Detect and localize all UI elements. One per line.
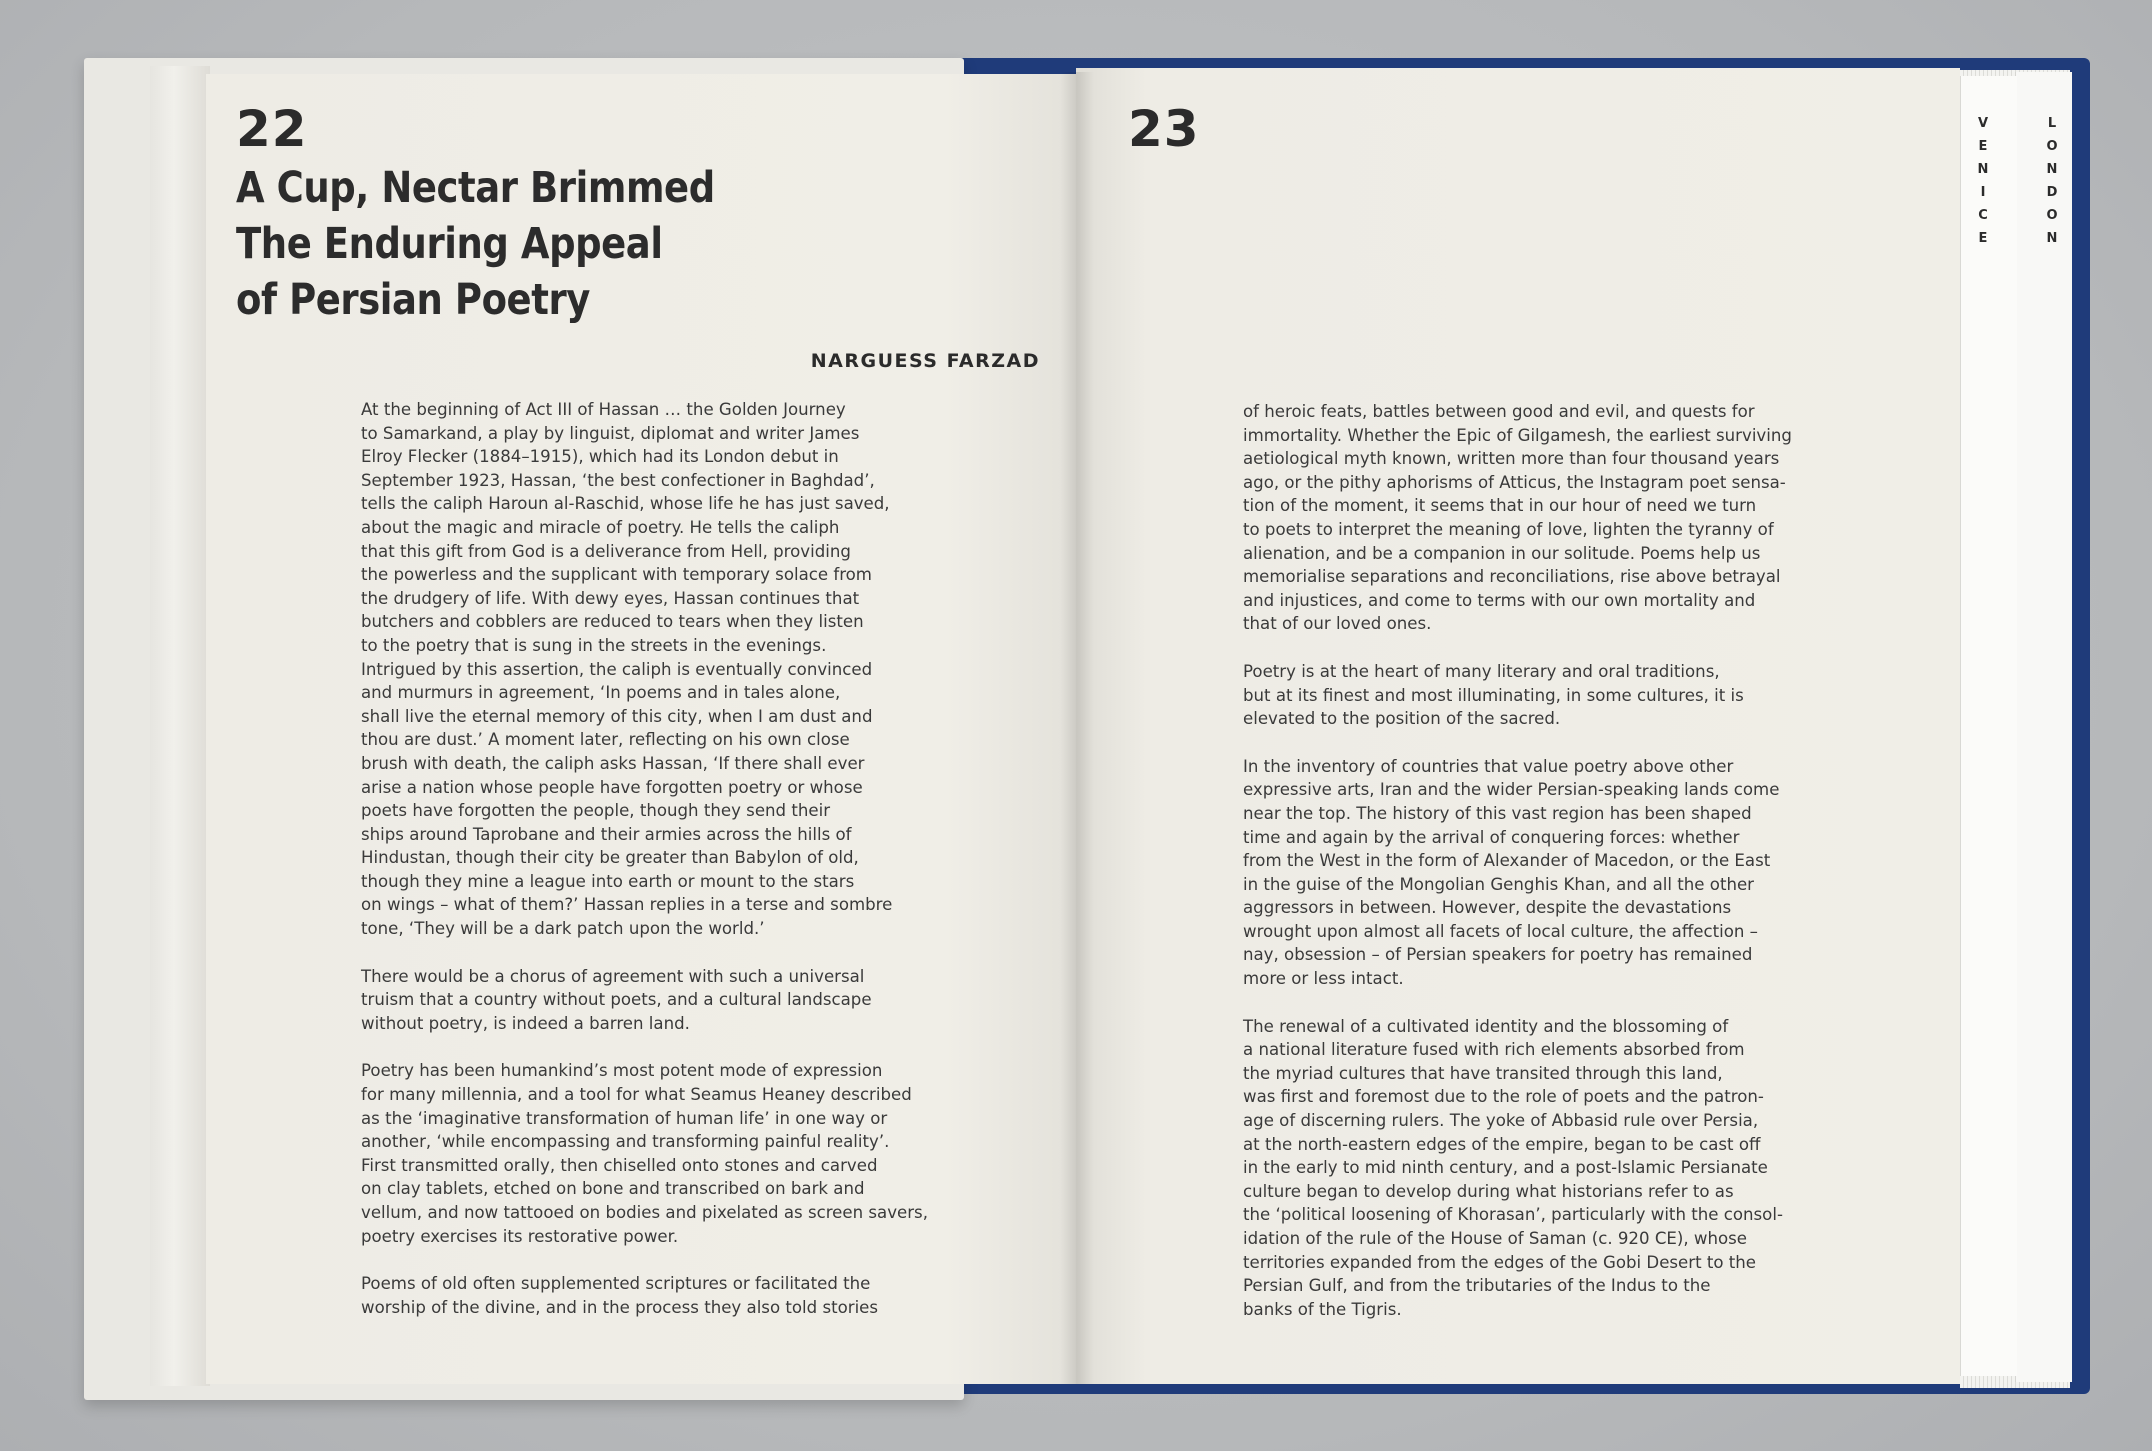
paragraph (361, 965, 921, 1036)
text-line: as the ‘imaginative transformation of human life’ in one way or (361, 1108, 888, 1128)
text-line: September 1923, Hassan, ‘the best confectioner in Baghdad’, (361, 470, 875, 490)
paragraph (361, 1059, 928, 1248)
text-line: of heroic feats, battles between good and evil, and quests for (1243, 402, 1755, 421)
text-line: butchers and cobblers are reduced to tears when they listen (361, 612, 864, 632)
paragraph (1243, 1015, 1815, 1322)
text-line: Hindustan, though their city be greater than Babylon of old, (361, 848, 859, 868)
text-line: on clay tablets, etched on bone and transcribed on bark and (361, 1179, 865, 1199)
text-line: tone, ‘They will be a dark patch upon the world.’ (361, 919, 765, 939)
text-line: territories expanded from the edges of the Gobi Desert to the (1243, 1252, 1757, 1272)
text-line: the powerless and the supplicant with temporary solace from (361, 565, 872, 585)
text-line: the ‘political loosening of Khorasan’, particularly with the consol- (1243, 1205, 1783, 1225)
tab-letter: O (2046, 208, 2058, 223)
text-line: Elroy Flecker (1884–1915), which had its London debut in (361, 447, 839, 467)
text-line: tells the caliph Haroun al-Raschid, whose life he has just saved, (361, 494, 890, 514)
text-line: the myriad cultures that have transited through this land, (1243, 1063, 1723, 1083)
text-line: another, ‘while encompassing and transforming painful reality’. (361, 1132, 890, 1152)
title-line: of Persian Poetry (236, 275, 590, 325)
text-line: thou are dust.’ A moment later, reflecting on his own close (361, 730, 850, 750)
text-line: poetry exercises its restorative power. (361, 1226, 679, 1246)
text-line: Poems of old often supplemented scriptures or facilitated the (361, 1274, 871, 1294)
text-line: brush with death, the caliph asks Hassan, ‘If there shall ever (361, 753, 865, 773)
text-line: that of our loved ones. (1243, 614, 1432, 634)
tab-card-london[interactable] (2015, 72, 2072, 1382)
tab-letter: C (1978, 208, 1988, 223)
title-line: A Cup, Nectar Brimmed (236, 163, 715, 213)
text-line: and injustices, and come to terms with our own mortality and (1243, 590, 1756, 610)
text-line: the drudgery of life. With dewy eyes, Hassan continues that (361, 588, 860, 608)
text-line: elevated to the position of the sacred. (1243, 709, 1561, 729)
tab-letter: E (1978, 231, 1988, 246)
text-line: was first and foremost due to the role of poets and the patron- (1243, 1087, 1764, 1107)
text-line: ago, or the pithy aphorisms of Atticus, the Instagram poet sensa- (1243, 472, 1786, 492)
text-line: to poets to interpret the meaning of love, lighten the tyranny of (1243, 519, 1774, 539)
tab-letter: N (2046, 162, 2058, 177)
text-line: memorialise separations and reconciliations, rise above betrayal (1243, 567, 1781, 587)
page-number-left: 22 (236, 100, 308, 158)
text-line: without poetry, is indeed a barren land. (361, 1013, 690, 1033)
text-line: in the guise of the Mongolian Genghis Khan, and all the other (1243, 874, 1754, 894)
tab-letter: N (1977, 162, 1989, 177)
tab-letter: D (2046, 185, 2058, 200)
tab-letter: I (1980, 185, 1986, 200)
tab-letter: V (1977, 116, 1989, 131)
tab-letter: E (1978, 139, 1988, 154)
text-line: Persian Gulf, and from the tributaries of the Indus to the (1243, 1276, 1711, 1296)
text-line: and murmurs in agreement, ‘In poems and in tales alone, (361, 683, 841, 703)
left-page-stack (150, 66, 210, 1386)
text-line: worship of the divine, and in the process they also told stories (361, 1297, 879, 1317)
text-line: but at its finest and most illuminating, in some cultures, it is (1243, 685, 1744, 705)
text-line: immortality. Whether the Epic of Gilgamesh, the earliest surviving (1243, 425, 1792, 445)
text-line: at the north-eastern edges of the empire, began to be cast off (1243, 1134, 1761, 1154)
paragraph (1243, 660, 1815, 731)
text-line: culture began to develop during what historians refer to as (1243, 1181, 1734, 1201)
text-line: on wings – what of them?’ Hassan replies in a terse and sombre (361, 895, 893, 915)
text-line: wrought upon almost all facets of local culture, the affection – (1243, 921, 1758, 941)
text-line: truism that a country without poets, and a cultural landscape (361, 990, 872, 1010)
text-line: for many millennia, and a tool for what Seamus Heaney described (361, 1085, 912, 1105)
text-line: idation of the rule of the House of Saman (c. 920 CE), whose (1243, 1229, 1748, 1248)
right-body-text (1243, 400, 1815, 1345)
text-line: to Samarkand, a play by linguist, diplomat and writer James (361, 423, 860, 443)
text-line: vellum, and now tattooed on bodies and pixelated as screen savers, (361, 1203, 928, 1222)
text-line: in the early to mid ninth century, and a post-Islamic Persianate (1243, 1158, 1768, 1178)
page-number-right: 23 (1128, 100, 1200, 158)
text-line: Poetry has been humankind’s most potent mode of expression (361, 1061, 883, 1081)
text-line: shall live the eternal memory of this city, when I am dust and (361, 706, 873, 726)
text-line: There would be a chorus of agreement with such a universal (361, 966, 865, 986)
text-line: nay, obsession – of Persian speakers for poetry has remained (1243, 945, 1753, 965)
text-line: First transmitted orally, then chiselled onto stones and carved (361, 1155, 878, 1175)
text-line: ships around Taprobane and their armies across the hills of (361, 824, 852, 844)
text-line: Intrigued by this assertion, the caliph is eventually convinced (361, 659, 873, 679)
text-line: to the poetry that is sung in the streets in the evenings. (361, 635, 827, 655)
text-line: age of discerning rulers. The yoke of Abbasid rule over Persia, (1243, 1111, 1759, 1131)
text-line: more or less intact. (1243, 969, 1404, 989)
text-line: tion of the moment, it seems that in our hour of need we turn (1243, 496, 1757, 516)
text-line: In the inventory of countries that value poetry above other (1243, 756, 1734, 776)
tab-letter: O (2046, 139, 2058, 154)
text-line: alienation, and be a companion in our solitude. Poems help us (1243, 543, 1761, 563)
author-name: NARGUESS FARZAD (810, 350, 1040, 372)
tab-letter: L (2047, 116, 2057, 131)
paragraph (1243, 400, 1815, 636)
text-line: though they mine a league into earth or mount to the stars (361, 871, 855, 891)
paragraph (1243, 755, 1815, 991)
text-line: banks of the Tigris. (1243, 1299, 1402, 1319)
text-line: arise a nation whose people have forgotten poetry or whose (361, 777, 863, 797)
text-line: At the beginning of Act III of Hassan … the Golden Journey (361, 400, 846, 419)
text-line: expressive arts, Iran and the wider Persian-speaking lands come (1243, 780, 1780, 800)
text-line: poets have forgotten the people, though they send their (361, 801, 831, 821)
book-gutter (1060, 72, 1094, 1384)
text-line: aetiological myth known, written more than four thousand years (1243, 449, 1780, 469)
tab-letter: N (2046, 231, 2058, 246)
tab-card-venice[interactable] (1960, 76, 2017, 1376)
left-body-text (361, 398, 928, 1343)
text-line: near the top. The history of this vast region has been shaped (1243, 803, 1752, 823)
text-line: aggressors in between. However, despite the devastations (1243, 898, 1732, 918)
text-line: Poetry is at the heart of many literary and oral traditions, (1243, 661, 1720, 681)
text-line: from the West in the form of Alexander of Macedon, or the East (1243, 851, 1771, 871)
text-line: The renewal of a cultivated identity and the blossoming of (1243, 1016, 1729, 1036)
text-line: a national literature fused with rich elements absorbed from (1243, 1040, 1745, 1060)
title-line: The Enduring Appeal (236, 219, 663, 269)
paragraph (361, 398, 921, 941)
paragraph (361, 1272, 921, 1319)
article-title (236, 160, 718, 328)
text-line: that this gift from God is a deliverance from Hell, providing (361, 541, 851, 561)
text-line: about the magic and miracle of poetry. He tells the caliph (361, 517, 840, 537)
text-line: time and again by the arrival of conquering forces: whether (1243, 827, 1740, 847)
